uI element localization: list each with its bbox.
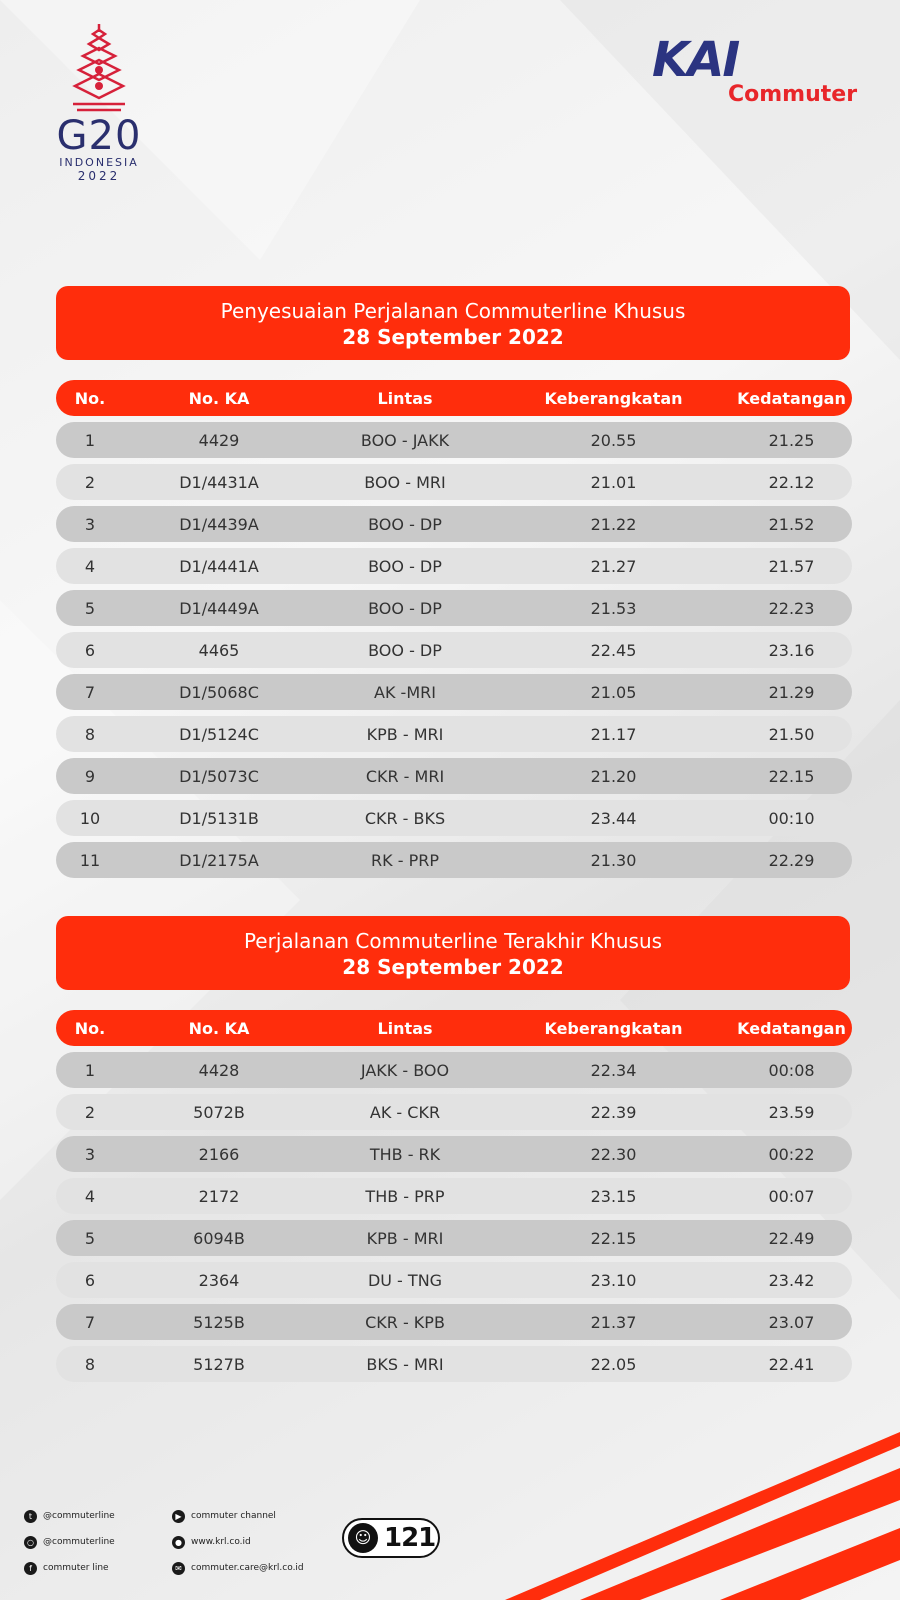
cell-arrival: 22.41	[768, 1354, 815, 1374]
cell-route: BKS - MRI	[366, 1354, 444, 1374]
table-row	[56, 1220, 852, 1256]
cell-train-number: D1/5124C	[179, 724, 259, 744]
instagram-icon: ○	[24, 1536, 37, 1549]
cell-train-number: D1/4431A	[179, 472, 259, 492]
cell-train-number: 2364	[198, 1270, 240, 1290]
cell-no: 6	[84, 640, 96, 660]
hotline-number: 121	[384, 1523, 436, 1553]
table-row	[56, 1052, 852, 1088]
col-lintas: Lintas	[377, 388, 433, 408]
cell-train-number: 5125B	[193, 1312, 245, 1332]
cell-no: 2	[84, 1102, 96, 1122]
cell-departure: 21.01	[590, 472, 637, 492]
table-row	[56, 716, 852, 752]
g20-title: G20	[56, 113, 142, 159]
cell-no: 5	[84, 1228, 96, 1248]
cell-route: CKR - BKS	[364, 808, 446, 828]
cell-departure: 21.20	[590, 766, 637, 786]
section1-rows	[56, 422, 852, 878]
section1-table-header	[56, 380, 852, 416]
twitter-handle: @commuterline	[43, 1511, 115, 1521]
cell-train-number: 4428	[198, 1060, 240, 1080]
cell-route: AK - CKR	[369, 1102, 441, 1122]
section2-table	[56, 1010, 852, 1382]
cell-no: 4	[84, 1186, 96, 1206]
section1-banner	[56, 286, 850, 360]
cell-arrival: 00:07	[768, 1186, 815, 1206]
table-row	[56, 632, 852, 668]
cell-route: BOO - DP	[368, 556, 442, 576]
cell-arrival: 22.15	[768, 766, 815, 786]
cell-route: BOO - DP	[368, 514, 442, 534]
table-row	[56, 1094, 852, 1130]
instagram-handle: @commuterline	[43, 1537, 115, 1547]
cell-train-number: D1/4449A	[179, 598, 259, 618]
instagram-link[interactable]	[24, 1534, 184, 1550]
cell-departure: 21.27	[590, 556, 637, 576]
cell-route: BOO - MRI	[364, 472, 446, 492]
cell-arrival: 00:08	[768, 1060, 815, 1080]
facebook-icon: f	[24, 1562, 37, 1575]
youtube-channel: commuter channel	[191, 1511, 276, 1521]
phone-agent-icon: ☺	[348, 1523, 378, 1553]
table-row	[56, 464, 852, 500]
col-ka: No. KA	[188, 1018, 250, 1038]
cell-departure: 22.34	[590, 1060, 637, 1080]
cell-train-number: 6094B	[193, 1228, 245, 1248]
table-row	[56, 1346, 852, 1382]
cell-arrival: 22.29	[768, 850, 815, 870]
cell-no: 8	[84, 724, 96, 744]
g20-logo	[44, 22, 154, 183]
col-lintas: Lintas	[377, 1018, 433, 1038]
cell-arrival: 22.49	[768, 1228, 815, 1248]
hotline-badge[interactable]	[342, 1518, 440, 1558]
table-row	[56, 758, 852, 794]
cell-route: DU - TNG	[367, 1270, 443, 1290]
cell-route: AK -MRI	[374, 682, 436, 702]
cell-no: 8	[84, 1354, 96, 1374]
cell-route: KPB - MRI	[366, 724, 444, 744]
facebook-handle: commuter line	[43, 1563, 109, 1573]
section1-date: 28 September 2022	[342, 325, 564, 349]
section2-banner	[56, 916, 850, 990]
section1-table	[56, 380, 852, 878]
col-departure: Keberangkatan	[544, 1018, 683, 1038]
cell-train-number: D1/5068C	[179, 682, 259, 702]
cell-train-number: 5072B	[193, 1102, 245, 1122]
cell-route: BOO - DP	[368, 598, 442, 618]
cell-no: 7	[84, 682, 96, 702]
youtube-link[interactable]	[172, 1508, 332, 1524]
cell-no: 4	[84, 556, 96, 576]
cell-no: 3	[84, 514, 96, 534]
table-row	[56, 422, 852, 458]
table-row	[56, 800, 852, 836]
twitter-link[interactable]	[24, 1508, 184, 1524]
cell-arrival: 21.52	[768, 514, 815, 534]
cell-no: 7	[84, 1312, 96, 1332]
cell-no: 1	[84, 430, 96, 450]
cell-no: 3	[84, 1144, 96, 1164]
cell-train-number: D1/4439A	[179, 514, 259, 534]
cell-departure: 21.53	[590, 598, 637, 618]
cell-train-number: D1/5131B	[179, 808, 259, 828]
cell-departure: 23.10	[590, 1270, 637, 1290]
cell-departure: 22.05	[590, 1354, 637, 1374]
cell-route: THB - RK	[369, 1144, 441, 1164]
cell-train-number: D1/5073C	[179, 766, 259, 786]
cell-no: 11	[79, 850, 101, 870]
cell-departure: 21.37	[590, 1312, 637, 1332]
section2-table-header	[56, 1010, 852, 1046]
cell-departure: 21.30	[590, 850, 637, 870]
cell-train-number: 5127B	[193, 1354, 245, 1374]
table-row	[56, 590, 852, 626]
cell-arrival: 00:10	[768, 808, 815, 828]
cell-departure: 22.39	[590, 1102, 637, 1122]
cell-train-number: 2172	[198, 1186, 240, 1206]
cell-departure: 20.55	[590, 430, 637, 450]
section2-title: Perjalanan Commuterline Terakhir Khusus	[243, 929, 663, 953]
cell-no: 2	[84, 472, 96, 492]
cell-departure: 21.22	[590, 514, 637, 534]
table-row	[56, 1262, 852, 1298]
cell-departure: 21.05	[590, 682, 637, 702]
cell-route: CKR - KPB	[365, 1312, 445, 1332]
cell-arrival: 21.57	[768, 556, 815, 576]
cell-route: RK - PRP	[371, 850, 439, 870]
col-no: No.	[74, 388, 106, 408]
table-row	[56, 548, 852, 584]
cell-departure: 23.15	[590, 1186, 637, 1206]
cell-arrival: 22.12	[768, 472, 815, 492]
cell-arrival: 21.50	[768, 724, 815, 744]
col-no: No.	[74, 1018, 106, 1038]
col-arrival: Kedatangan	[737, 388, 846, 408]
cell-arrival: 23.16	[768, 640, 815, 660]
youtube-icon: ▶	[172, 1510, 185, 1523]
col-departure: Keberangkatan	[544, 388, 683, 408]
cell-no: 6	[84, 1270, 96, 1290]
cell-arrival: 00:22	[768, 1144, 815, 1164]
email-address: commuter.care@krl.co.id	[191, 1563, 304, 1573]
email-link[interactable]	[172, 1560, 332, 1576]
kai-commuter-logo	[652, 34, 872, 107]
g20-country: INDONESIA	[59, 156, 139, 169]
g20-emblem-icon	[69, 22, 129, 114]
kai-sub: Commuter	[728, 82, 858, 107]
cell-route: CKR - MRI	[365, 766, 445, 786]
section2-date: 28 September 2022	[342, 955, 564, 979]
facebook-link[interactable]	[24, 1560, 184, 1576]
mail-icon: ✉	[172, 1562, 185, 1575]
section1-title: Penyesuaian Perjalanan Commuterline Khusus	[220, 299, 686, 323]
cell-departure: 22.45	[590, 640, 637, 660]
table-row	[56, 1304, 852, 1340]
table-row	[56, 506, 852, 542]
cell-arrival: 23.07	[768, 1312, 815, 1332]
cell-train-number: 2166	[198, 1144, 240, 1164]
cell-departure: 23.44	[590, 808, 637, 828]
cell-no: 1	[84, 1060, 96, 1080]
cell-route: KPB - MRI	[366, 1228, 444, 1248]
cell-arrival: 23.42	[768, 1270, 815, 1290]
cell-train-number: D1/4441A	[179, 556, 259, 576]
cell-train-number: 4465	[198, 640, 240, 660]
col-ka: No. KA	[188, 388, 250, 408]
table-row	[56, 1136, 852, 1172]
cell-departure: 22.30	[590, 1144, 637, 1164]
section2-rows	[56, 1052, 852, 1382]
cell-departure: 21.17	[590, 724, 637, 744]
cell-route: BOO - DP	[368, 640, 442, 660]
cell-departure: 22.15	[590, 1228, 637, 1248]
cell-route: JAKK - BOO	[360, 1060, 450, 1080]
cell-train-number: D1/2175A	[179, 850, 259, 870]
cell-arrival: 22.23	[768, 598, 815, 618]
website-link[interactable]	[172, 1534, 332, 1550]
table-row	[56, 1178, 852, 1214]
cell-arrival: 21.25	[768, 430, 815, 450]
g20-year: 2022	[77, 169, 121, 183]
website-url: www.krl.co.id	[191, 1537, 251, 1547]
cell-arrival: 21.29	[768, 682, 815, 702]
cell-no: 10	[79, 808, 101, 828]
cell-route: THB - PRP	[365, 1186, 445, 1206]
cell-no: 9	[84, 766, 96, 786]
kai-mark: KAI	[652, 32, 739, 88]
twitter-icon: t	[24, 1510, 37, 1523]
col-arrival: Kedatangan	[737, 1018, 846, 1038]
cell-route: BOO - JAKK	[360, 430, 450, 450]
cell-arrival: 23.59	[768, 1102, 815, 1122]
cell-no: 5	[84, 598, 96, 618]
table-row	[56, 674, 852, 710]
table-row	[56, 842, 852, 878]
globe-icon: ●	[172, 1536, 185, 1549]
cell-train-number: 4429	[198, 430, 240, 450]
